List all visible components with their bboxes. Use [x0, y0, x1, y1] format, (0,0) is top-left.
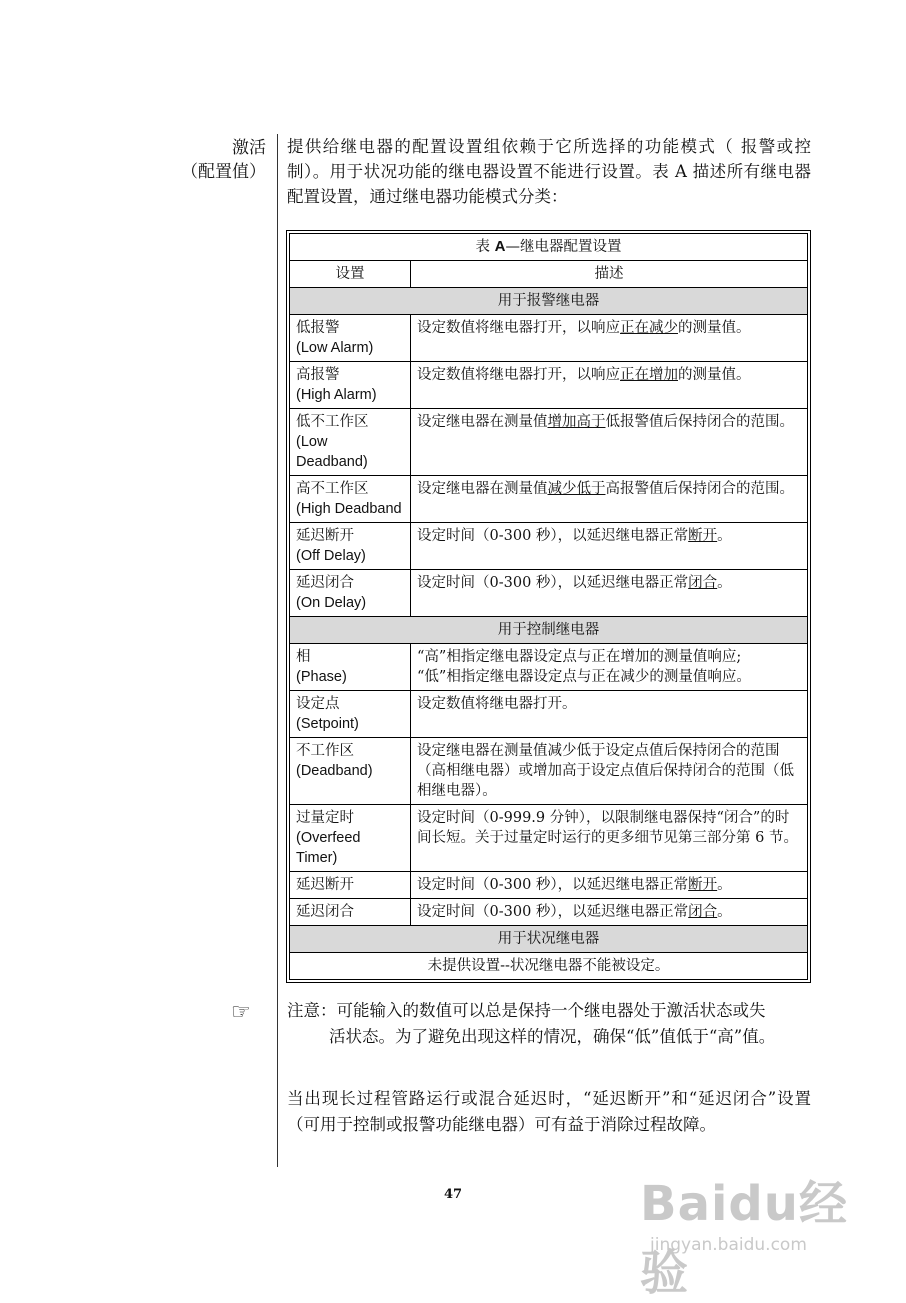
table-row: 延迟断开 (Off Delay) 设定时间（0-300 秒），以延迟继电器正常断开。 — [290, 523, 808, 570]
table-row: 高报警 (High Alarm) 设定数值将继电器打开，以响应正在增加的测量值。 — [290, 362, 808, 409]
watermark-logo: Baidu经验 — [640, 1176, 848, 1301]
header-description: 描述 — [411, 261, 808, 288]
relay-config-table — [286, 230, 811, 983]
section-row-control: 用于控制继电器 — [290, 617, 808, 644]
status-note: 未提供设置--状况继电器不能被设定。 — [290, 953, 808, 980]
margin-rule — [277, 134, 278, 1167]
watermark — [640, 1135, 870, 1301]
intro-paragraph: 提供给继电器的配置设置组依赖于它所选择的功能模式（ 报警或控制）。用于状况功能的继电器设置不能进行设置。表 A 描述所有继电器配置设置，通过继电器功能模式分类： — [287, 137, 811, 206]
table-header-row — [290, 261, 808, 288]
page-number: 47 — [443, 1187, 463, 1202]
section-row-status: 用于状况继电器 — [290, 926, 808, 953]
header-setting: 设置 — [290, 261, 411, 288]
table-row: 延迟断开 设定时间（0-300 秒），以延迟继电器正常断开。 — [290, 872, 808, 899]
table-row: 过量定时 (Overfeed Timer) 设定时间（0-999.9 分钟），以限制继电器保持“闭合”的时间长短。关于过量定时运行的更多细节见第三部分第 6 节。 — [290, 805, 808, 872]
watermark-url: jingyan.baidu.com — [650, 1235, 807, 1255]
pointing-hand-icon: ☞ — [231, 1000, 251, 1025]
section-label-activate: 激活 — [232, 138, 266, 158]
table-row: 设定点 (Setpoint) 设定数值将继电器打开。 — [290, 691, 808, 738]
delay-paragraph: 当出现长过程管路运行或混合延迟时，“延迟断开”和“延迟闭合”设置（可用于控制或报警功能继电器）可有益于消除过程故障。 — [287, 1089, 811, 1134]
table-caption: 表 A—继电器配置设置 — [290, 234, 808, 261]
table-row: 不工作区 (Deadband) 设定继电器在测量值减少低于设定点值后保持闭合的范围（高相继电器）或增加高于设定点值后保持闭合的范围（低相继电器）。 — [290, 738, 808, 805]
table-row: 延迟闭合 (On Delay) 设定时间（0-300 秒），以延迟继电器正常闭合。 — [290, 570, 808, 617]
table-row: 相 (Phase) “高”相指定继电器设定点与正在增加的测量值响应; “低”相指定继电器设定点与正在减少的测量值响应。 — [290, 644, 808, 691]
section-row-alarm: 用于报警继电器 — [290, 288, 808, 315]
table-row: 低不工作区 (Low Deadband) 设定继电器在测量值增加高于低报警值后保持闭合的范围。 — [290, 409, 808, 476]
note-paragraph: 注意：可能输入的数值可以总是保持一个继电器处于激活状态或失 活状态。为了避免出现这样的情况，确保“低”值低于“高”值。 — [287, 1001, 776, 1046]
table-row: 延迟闭合 设定时间（0-300 秒），以延迟继电器正常闭合。 — [290, 899, 808, 926]
table-row: 高不工作区 (High Deadband 设定继电器在测量值减少低于高报警值后保持闭合的范围。 — [290, 476, 808, 523]
table-row — [290, 953, 808, 980]
table-row: 低报警 (Low Alarm) 设定数值将继电器打开，以响应正在减少的测量值。 — [290, 315, 808, 362]
section-label-config-value: （配置值） — [181, 162, 266, 182]
table-caption-row — [290, 234, 808, 261]
